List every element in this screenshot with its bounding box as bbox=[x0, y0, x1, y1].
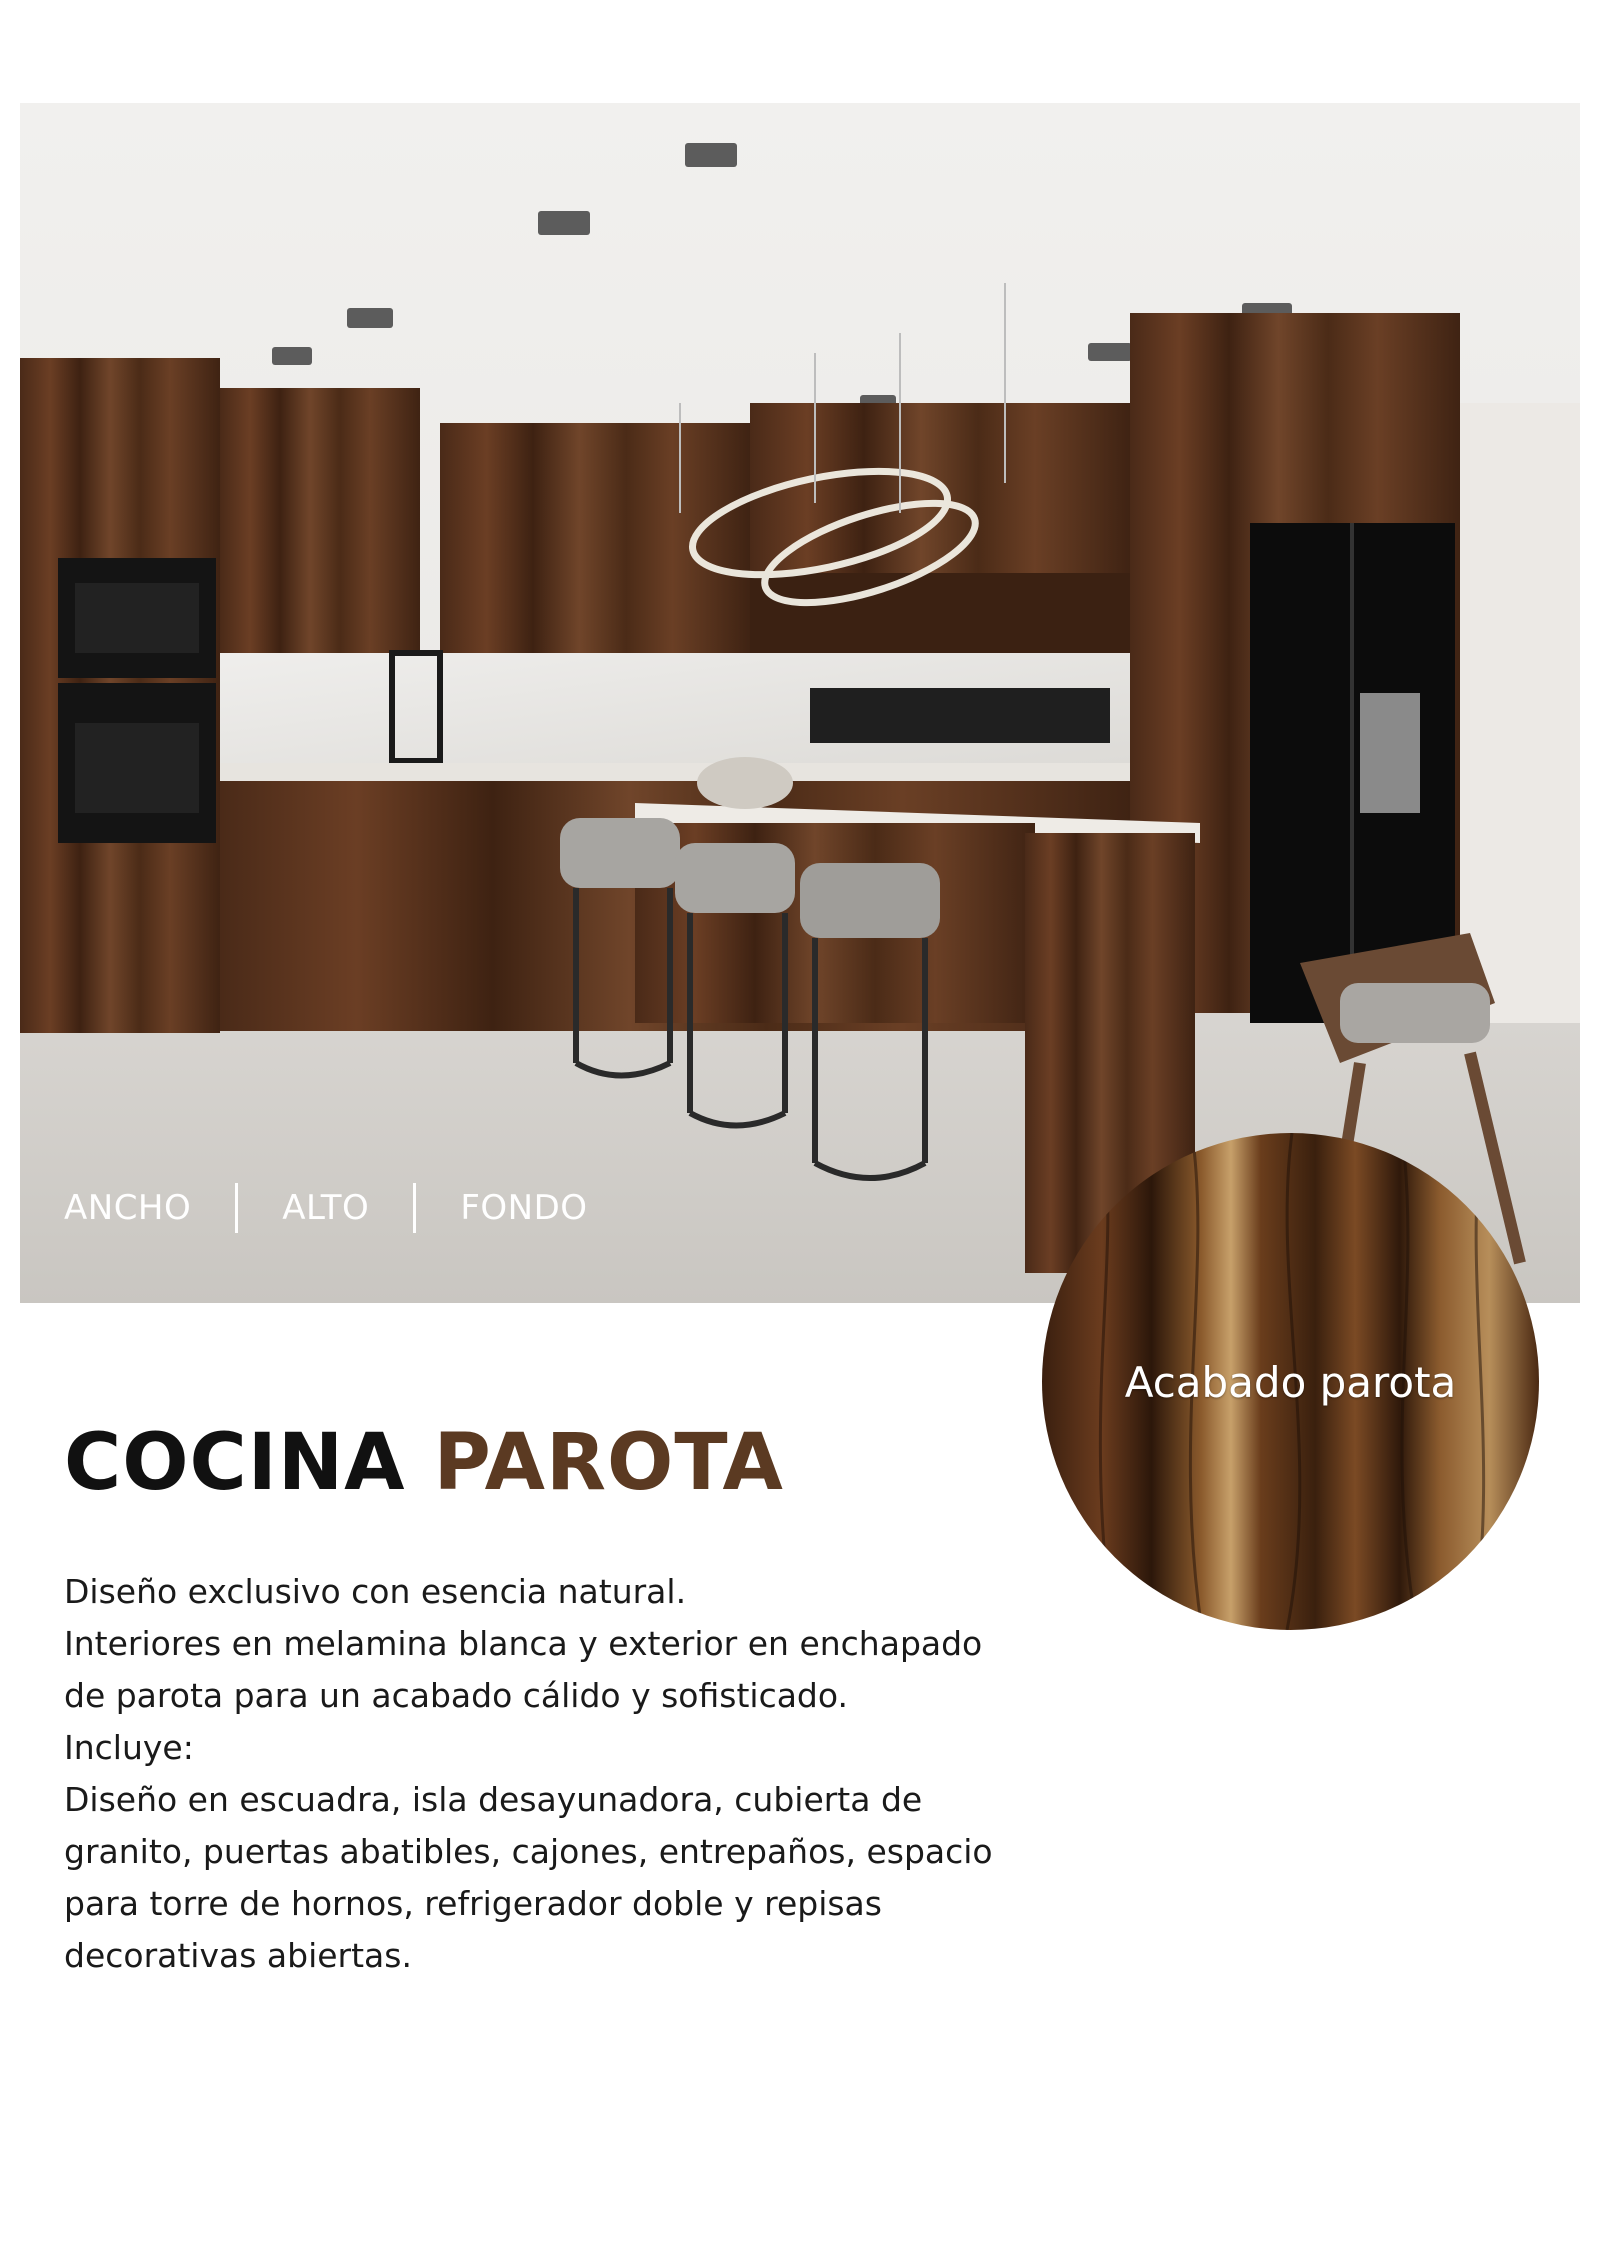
description-line: para torre de hornos, refrigerador doble y repisas bbox=[64, 1884, 882, 1923]
description-line: de parota para un acabado cálido y sofisticado. bbox=[64, 1676, 848, 1715]
description-line: decorativas abiertas. bbox=[64, 1936, 412, 1975]
product-description bbox=[64, 1566, 1064, 1982]
dimension-height-label: ALTO bbox=[282, 1188, 370, 1228]
dimension-separator bbox=[235, 1183, 238, 1233]
dimension-depth-label: FONDO bbox=[460, 1188, 588, 1228]
kitchen-photo bbox=[20, 103, 1580, 1303]
finish-swatch bbox=[1042, 1133, 1539, 1630]
description-line: Diseño en escuadra, isla desayunadora, cubierta de bbox=[64, 1780, 923, 1819]
title-primary: COCINA bbox=[64, 1418, 406, 1508]
kitchen-illustration bbox=[20, 103, 1580, 1303]
dimension-labels bbox=[64, 1183, 588, 1233]
dimension-width-label: ANCHO bbox=[64, 1188, 192, 1228]
title-accent: PAROTA bbox=[433, 1418, 784, 1508]
finish-label: Acabado parota bbox=[1124, 1358, 1457, 1407]
description-line: Diseño exclusivo con esencia natural. bbox=[64, 1572, 687, 1611]
description-line: Incluye: bbox=[64, 1728, 194, 1767]
page-title bbox=[64, 1418, 784, 1508]
description-line: Interiores en melamina blanca y exterior en enchapado bbox=[64, 1624, 983, 1663]
dimension-separator bbox=[413, 1183, 416, 1233]
description-line: granito, puertas abatibles, cajones, entrepaños, espacio bbox=[64, 1832, 993, 1871]
